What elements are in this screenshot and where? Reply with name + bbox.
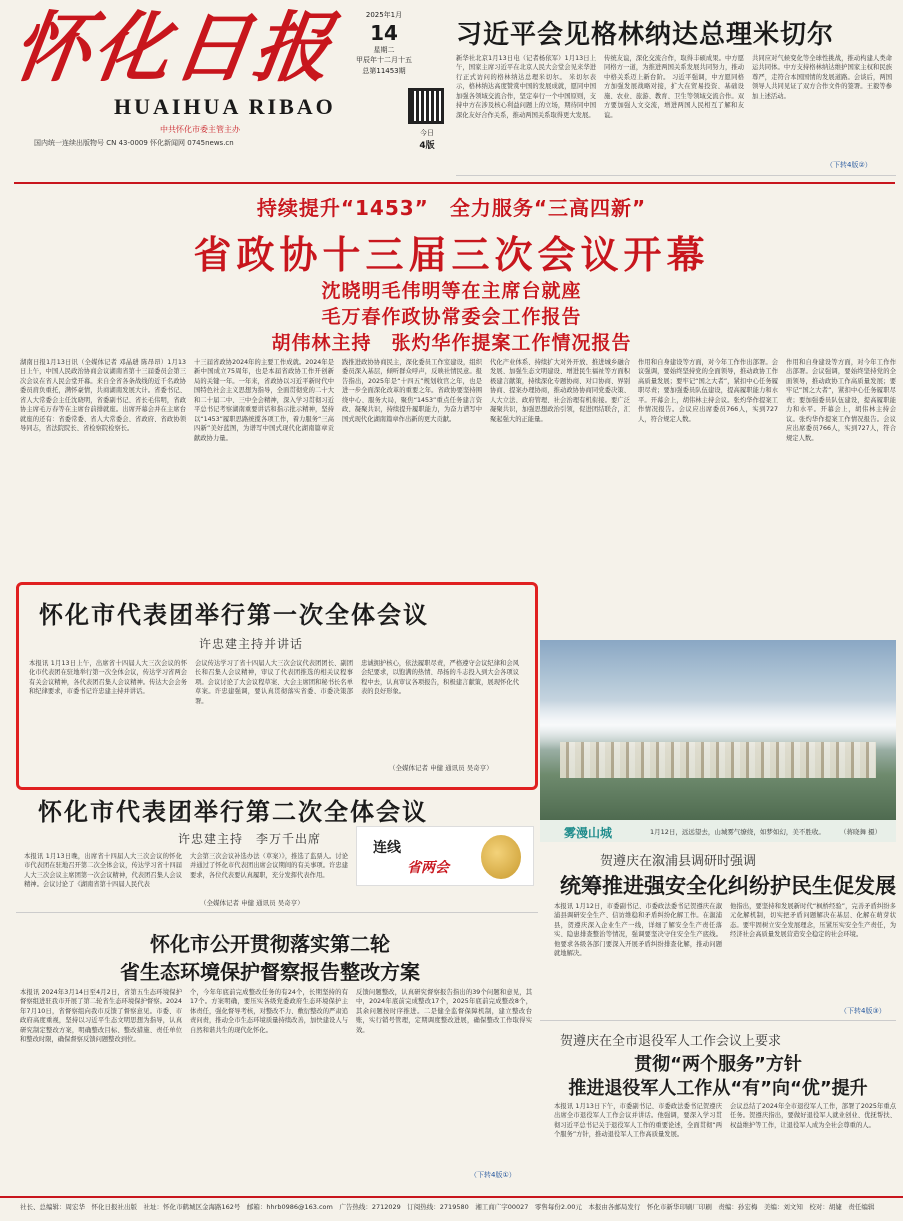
- article-5-col-2: 会议总结了2024年全市退役军人工作，部署了2025年重点任务。贺遵庆指出，要做好退役军人就业创业、优抚帮扶、权益维护等工作，让退役军人成为全社会尊重的人。: [730, 1103, 896, 1129]
- cppcc-sub-2: 毛万春作政协常委会工作报告: [321, 306, 582, 328]
- column-badge-label: 连线: [373, 840, 401, 856]
- article-2-col-1: 本报讯 1月13日晚，出席省十四届人大三次会议的怀化市代表团在驻地召开第二次全体会议，传达学习省十四届人大三次会议主席团第一次会议精神，代表团召集人会议精神。会议讨论了《湖南省第十四届人民代表: [24, 853, 182, 889]
- cppcc-col-1: 湖南日报1月13日讯（全媒体记者 邓晶琎 陈昂昂）1月13日上午，中国人民政治协商会议湖南省第十三届委员会第三次会议在省人民会堂开幕。来自全省各条战线的近千名政协委员肩负重托，满怀豪情，共商湖南发展大计。省委书记、省人大常委会主任沈晓明，省委副书记、省长毛伟明，省政协主席毛万春等在主席台前排就座。出席开幕会并在主席台就座的还有：省委常委、省人大常委会、省政府、省政协领导同志，省法院院长、省检察院检察长。: [20, 359, 186, 433]
- divider: [16, 912, 538, 913]
- lead-continue-link[interactable]: （下转4版②）: [826, 161, 872, 169]
- photo-title: 雾漫山城: [564, 826, 613, 840]
- article-1-subtitle: 许忠建主持并讲话: [199, 637, 304, 651]
- photo-credit: （蒋晓舞 摄）: [840, 828, 882, 836]
- article-4-headline[interactable]: 怀化市公开贯彻落实第二轮: [150, 932, 390, 956]
- article-5-headline[interactable]: 贯彻“两个服务”方针: [634, 1054, 802, 1075]
- lead-col-2: 传统友谊，深化交流合作，取得丰硕成果。中方愿同格方一道，为推进两国关系发展共同努力，推动中格关系迈上新台阶。 习近平强调，中方愿同格方加强发展战略对接，扩大在贸易投资、基础设施、农业、旅游、教育、卫生等领域交流合作。双方要加强人文交流，增进两国人民相互了解和友谊。: [604, 55, 744, 119]
- cppcc-col-6: 作用和自身建设等方面，对今年工作作出部署。会议强调，要始终坚持党的全面领导，推动政协工作高质量发展；要牢记“国之大者”，紧扣中心任务履职尽责；要加强委员队伍建设，提高履职能力和水平。开幕会上，胡伟林主持会议。张灼华作提案工作情况报告。会议应出席委员766人，实到727人，符合规定人数。: [786, 359, 896, 442]
- article-2-headline[interactable]: 怀化市代表团举行第二次全体会议: [38, 798, 428, 826]
- article-4-col-3: 反馈问题整改，认真研究督察报告指出的39个问题和意见，其中，2024年底前完成整改17个，2025年底前完成整改8个，其余问题按时序推进。二是健全监督保障机制，建立整改台账，实行销号管理，定期调度整改进展，确保整改工作取得实效。: [356, 989, 532, 1034]
- lead-headline[interactable]: 习近平会见格林纳达总理米切尔: [456, 20, 835, 50]
- cppcc-col-2: 十三届省政协2024年的主要工作成就。2024年是新中国成立75周年，也是本届省政协工作开创新局的关键一年。一年来，省政协以习近平新时代中国特色社会主义思想为指导，全面贯彻党的二十大和二十届二中、三中全会精神，深入学习贯彻习近平总书记考察湖南重要讲话和指示批示精神，坚持以“1453”履职思路统揽各项工作，着力服务“三高四新”美好蓝图，为谱写中国式现代化湖南篇章贡献政协力量。: [194, 359, 334, 442]
- photo-caption-bar: [540, 820, 896, 842]
- newspaper-logo: 怀化日报: [7, 3, 341, 92]
- article-3-col-1: 本报讯 1月12日，市委副书记、市委政法委书记贺遵庆在溆浦县调研安全生产、信访维稳和矛盾纠纷化解工作。在溆浦县，贺遵庆深入企业生产一线，详细了解安全生产责任落实、隐患排查整治等情况，强调要坚决守住安全生产底线。他要求各级各部门要深入开展矛盾纠纷排查化解，推动问题就地解决。: [554, 903, 722, 958]
- qr-code-icon[interactable]: [408, 88, 444, 124]
- page-count: 今日 4版: [419, 129, 435, 151]
- lead-article: [456, 54, 896, 176]
- article-4-col-1: 本报讯 2024年3月14日至4月2日，省第五生态环境保护督察组进驻我市开展了第二轮省生态环境保护督察。2024年7月10日，省督察组向我市反馈了督察意见。市委、市政府高度重视，坚持以习近平生态文明思想为指导，认真研究制定整改方案，明确整改目标、整改措施、责任单位和整改时限，确保督察反馈问题整改到位。: [20, 989, 182, 1044]
- article-1-col-1: 本报讯 1月13日上午，出席省十四届人大三次会议的怀化市代表团在驻地举行第一次全体会议，传达学习省两会有关会议精神，各代表团召集人会议精神。传达大会会务和纪律要求，市委书记许忠建主持并讲话。: [29, 660, 187, 696]
- article-1-headline[interactable]: 怀化市代表团举行第一次全体会议: [39, 601, 429, 629]
- article-3-continue-link[interactable]: （下转4版③）: [840, 1007, 886, 1015]
- publisher-org: 中共怀化市委主管主办: [160, 125, 240, 134]
- date-box: [355, 10, 413, 76]
- article-2-byline: （全媒体记者 申健 通讯员 吴奇亨）: [200, 899, 304, 907]
- divider: [540, 1020, 896, 1021]
- article-5-headline-2[interactable]: 推进退役军人工作从“有”向“优”提升: [568, 1078, 868, 1099]
- article-3-kicker: 贺遵庆在溆浦县调研时强调: [600, 854, 757, 869]
- article-2-col-2: 大会第三次会议补选办法（草案）》，推选了监票人。讨论并通过了怀化市代表团出席会议期间的有关事项。许忠建要求，各位代表要认真履职，充分发挥代表作用。: [190, 853, 348, 879]
- article-4-headline-2[interactable]: 省生态环境保护督察报告整改方案: [120, 960, 420, 984]
- article-1-col-3: 忠诚拥护核心，依法履职尽责，严格遵守会议纪律和会风会纪要求，以饱满的热情、昂扬的斗志投入到大会各项议程中去，认真审议各项报告，积极建言献策，展现怀化代表的良好形象。: [361, 660, 519, 696]
- lead-col-3: 共同应对气候变化等全球性挑战，推动构建人类命运共同体。中方支持格林纳达维护国家主权和民族尊严，走符合本国国情的发展道路。会谈后，两国领导人共同见证了双方合作文件的签署。王毅等参加上述活动。: [752, 55, 892, 100]
- newspaper-pinyin: HUAIHUA RIBAO: [114, 94, 336, 119]
- article-2-subtitle: 许忠建主持 李万千出席: [178, 832, 322, 846]
- article-3-col-2: 他指出，要坚持和发展新时代“枫桥经验”，完善矛盾纠纷多元化解机制，切实把矛盾问题解决在基层、化解在萌芽状态。要牢固树立安全发展理念，压紧压实安全生产责任，为经济社会高质量发展营造安全稳定的社会环境。: [730, 903, 896, 939]
- microphone-icon: [481, 835, 521, 879]
- date-day: 14: [370, 20, 398, 45]
- date-year-month: 2025年1月: [365, 11, 403, 19]
- article-1-col-2: 会议传达学习了省十四届人大三次会议代表团团长、副团长和召集人会议精神，审议了代表团推选的相关议程事项。会议讨论了大会议程草案、大会主席团和秘书长名单草案。许忠建强调，要认真贯彻落实省委、市委决策部署。: [195, 660, 353, 705]
- article-5-col-1: 本报讯 1月13日下午，市委副书记、市委政法委书记贺遵庆出席全市退役军人工作会议并讲话。他强调，要深入学习贯彻习近平总书记关于退役军人工作的重要论述，全面贯彻“两个服务”方针，推动退役军人工作高质量发展。: [554, 1103, 722, 1139]
- lead-col-1: 新华社北京1月13日电（记者杨依军）1月13日上午，国家主席习近平在北京人民大会堂会见来华进行正式访问的格林纳达总理米切尔。 米切尔表示，格林纳达高度赞赏中国的发展成就，愿同中国加强各领域交流合作，坚定奉行一个中国原则，支持中方在涉及核心利益问题上的立场，期待同中国深化友好合作关系，推动两国关系取得更大发展。: [456, 55, 596, 119]
- article-3-headline[interactable]: 统筹推进强安全化纠纷护民生促发展: [560, 874, 896, 898]
- column-badge-name: 省两会: [407, 860, 449, 876]
- article-1-byline: （全媒体记者 申健 通讯员 吴奇亨）: [389, 764, 493, 772]
- cppcc-col-4: 代化产业体系、持续扩大对外开放、推进城乡融合发展、加强生态文明建设、增进民生福祉等方面积极建言献策，持续深化专题协商、对口协商、界别协商、提案办理协商，推动政协协商同党委决策、人大立法、政府管理、社会治理有机衔接。要广泛凝聚共识，加强思想政治引领，促进团结联合，汇聚起强大的正能量。: [490, 359, 630, 423]
- article-4-continue-link[interactable]: （下转4版①）: [470, 1171, 516, 1179]
- news-photo[interactable]: [540, 640, 896, 820]
- cppcc-sub-3: 胡伟林主持 张灼华作提案工作情况报告: [271, 332, 632, 354]
- article-5-kicker: 贺遵庆在全市退役军人工作会议上要求: [560, 1034, 782, 1049]
- date-lunar: 甲辰年十二月十五: [356, 56, 412, 64]
- masthead: [7, 3, 374, 147]
- section-divider: [14, 182, 895, 184]
- date-weekday: 星期二: [373, 45, 395, 54]
- column-badge: [356, 826, 534, 886]
- cppcc-col-3: 践推进政协协商民主，深化委员工作室建设，组织委员深入基层，倾听群众呼声，反映社情民意。报告指出，2025年是“十四五”规划收官之年，也是进一步全面深化改革的重要之年。省政协要坚持围绕中心、服务大局，聚焦“1453”重点任务建言资政、凝聚共识，持续提升履职能力，为奋力谱写中国式现代化湖南篇章作出新的更大贡献。: [342, 359, 482, 423]
- cppcc-kicker: 持续提升“1453” 全力服务“三高四新”: [256, 196, 647, 220]
- cppcc-col-5: 作用和自身建设等方面，对今年工作作出部署。会议强调，要始终坚持党的全面领导，推动政协工作高质量发展；要牢记“国之大者”，紧扣中心任务履职尽责；要加强委员队伍建设，提高履职能力和水平。开幕会上，胡伟林主持会议。张灼华作提案工作情况报告。会议应出席委员766人，实到727人，符合规定人数。: [638, 359, 778, 423]
- photo-caption: 1月12日，远远望去，山城雾气缭绕，如梦如幻，美不胜收。: [650, 828, 825, 836]
- cppcc-sub-1: 沈晓明毛伟明等在主席台就座: [321, 280, 582, 302]
- publication-info: 国内统一连续出版物号 CN 43-0009 怀化新闻网 0745news.cn: [34, 139, 234, 147]
- highlighted-article[interactable]: [16, 582, 538, 790]
- article-4-col-2: 个，今年年底前完成整改任务的有24个，长期坚持的有17个。方案明确，要压实各级党委政府生态环境保护主体责任，强化督导考核，对整改不力、敷衍整改的严肃追责问责，推动全市生态环境质量持续改善，加快建设人与自然和谐共生的现代化怀化。: [190, 989, 348, 1034]
- footer-imprint: 社长、总编辑：周宏华 怀化日报社出版 社址：怀化市鹤城区金海路162号 邮箱：hhrb0986@163.com 广告热线：2712029 订阅热线：2719580 湘工商广字00027 零售每份2.00元 本报由各邮局发行 怀化市新华印刷厂印刷 责编：孙宏梅 美编：刘文知 校对：胡婕 责任编辑: [0, 1196, 903, 1216]
- cppcc-headline[interactable]: 省政协十三届三次会议开幕: [193, 233, 710, 277]
- issue-number: 总第11453期: [362, 66, 406, 75]
